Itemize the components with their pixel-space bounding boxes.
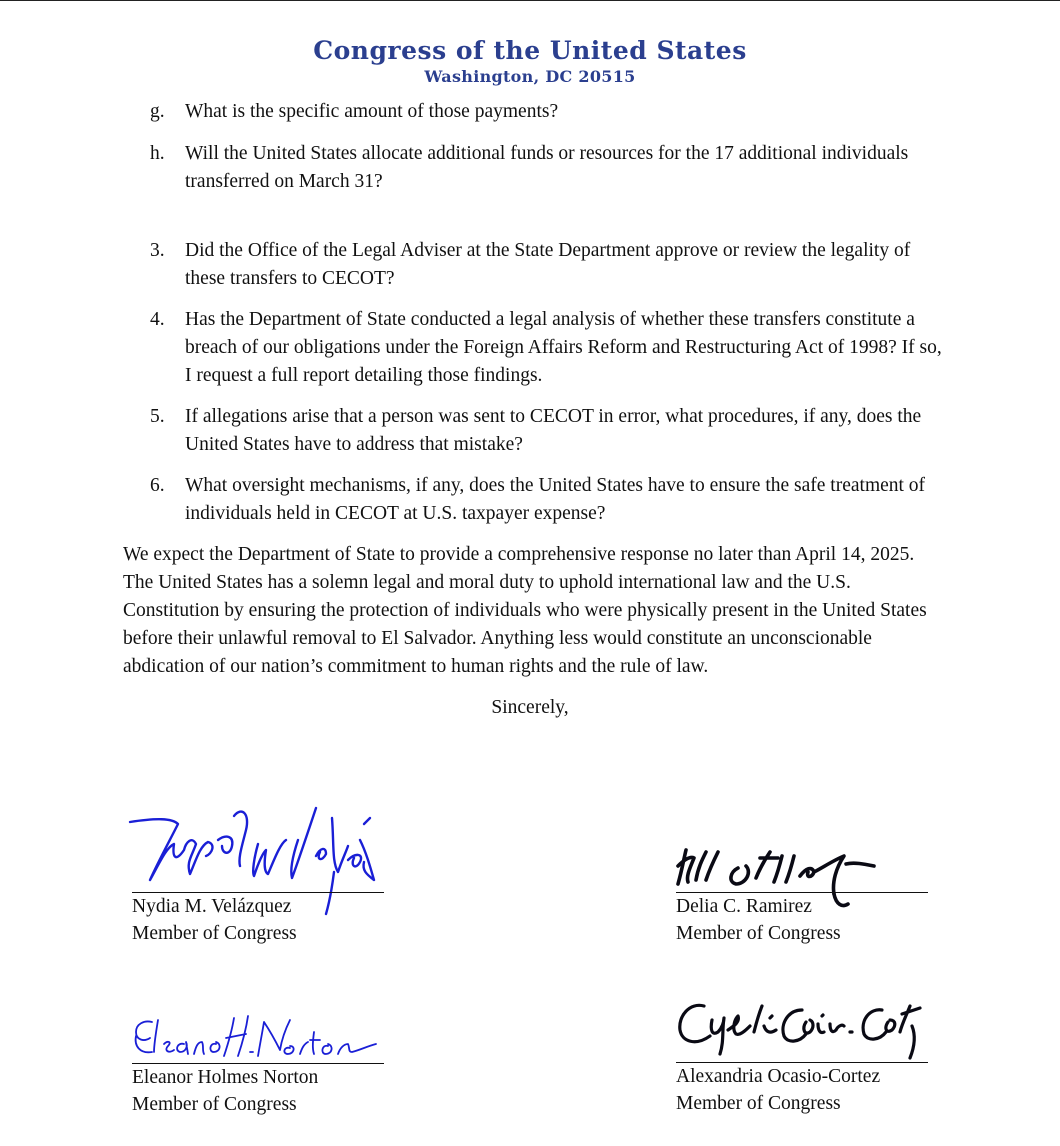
list-item-text: Will the United States allocate additional funds or resources for the 17 additional individuals transferred on March 31? xyxy=(185,143,909,192)
list-marker: h. xyxy=(150,143,165,164)
question-text: Did the Office of the Legal Adviser at the State Department approve or review the legality of these transfers to CECOT? xyxy=(185,240,911,289)
letterhead xyxy=(0,36,1060,88)
closing-paragraph: We expect the Department of State to provide a comprehensive response no later than April 14, 2025. The United States has a solemn legal and moral duty to uphold international law and the U.S. Constitution by ensuring the protection of individuals who were physically present in the United States before their unlawful removal to El Salvador. Anything less would constitute an unconscionable abdication of our nation’s commitment to human rights and the rule of law. xyxy=(123,544,927,677)
question-item xyxy=(150,403,950,459)
question-item xyxy=(150,237,950,293)
signatory-name: Nydia M. Velázquez xyxy=(132,896,292,917)
list-marker: g. xyxy=(150,101,165,122)
signatory-name: Eleanor Holmes Norton xyxy=(132,1067,319,1088)
signatory-title: Member of Congress xyxy=(676,1093,841,1114)
signatory-name: Delia C. Ramirez xyxy=(676,896,812,917)
list-item-text: What is the specific amount of those payments? xyxy=(185,101,559,122)
question-item xyxy=(150,472,950,528)
question-number: 6. xyxy=(150,475,165,496)
signature-block xyxy=(132,1010,387,1122)
signatory-title: Member of Congress xyxy=(132,1094,297,1115)
signature-norton xyxy=(130,1010,380,1066)
question-text: What oversight mechanisms, if any, does the United States have to ensure the safe treatment of individuals held in CECOT at U.S. taxpayer expense? xyxy=(185,475,926,524)
top-border xyxy=(0,0,1060,1)
signature-block xyxy=(676,838,931,950)
signatory-title: Member of Congress xyxy=(676,923,841,944)
question-number: 4. xyxy=(150,309,165,330)
letterhead-address: Washington, DC 20515 xyxy=(424,67,636,86)
signature-block xyxy=(676,996,931,1122)
signatory-name: Alexandria Ocasio-Cortez xyxy=(676,1066,881,1087)
question-item xyxy=(150,306,950,390)
sign-off: Sincerely, xyxy=(491,697,569,718)
signature-ocasio-cortez xyxy=(674,996,930,1068)
letterhead-title: Congress of the United States xyxy=(313,36,747,65)
list-item xyxy=(150,140,950,196)
signature-block xyxy=(132,800,387,950)
question-text: If allegations arise that a person was sent to CECOT in error, what procedures, if any, does the United States have to address that mistake? xyxy=(185,406,922,455)
question-number: 5. xyxy=(150,406,165,427)
question-number: 3. xyxy=(150,240,165,261)
question-text: Has the Department of State conducted a legal analysis of whether these transfers constitute a breach of our obligations under the Foreign Affairs Reform and Restructuring Act of 1998? If so, I request a full report detailing those findings. xyxy=(185,309,942,386)
signatory-title: Member of Congress xyxy=(132,923,297,944)
list-item xyxy=(150,98,950,126)
